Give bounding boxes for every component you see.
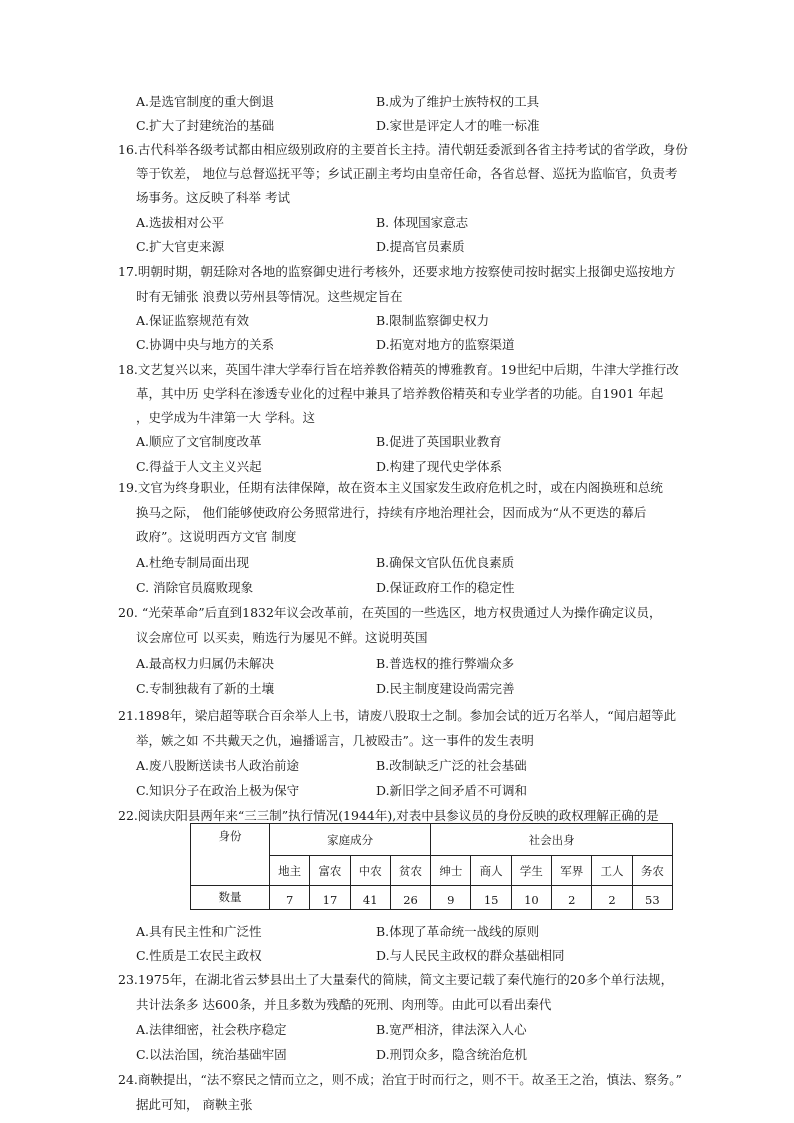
q17-option-c: C.协调中央与地方的关系 [136, 337, 275, 352]
q16-stem-line-3: 场事务。这反映了科举 考试 [136, 190, 290, 205]
q22-option-d: D.与人民民主政权的群众基础相同 [376, 948, 565, 963]
q18-stem-line-2: 革，其中历 史学科在渗透专业化的过程中兼具了培养教俗精英和专业学者的功能。自1901 年起 [136, 386, 664, 401]
q19-stem-line-2: 换马之际， 他们能够使政府公务照常进行，持续有序地治理社会，因而成为“从不更迭的幕后 [136, 505, 647, 520]
table-cell: 9 [431, 886, 471, 910]
q17-option-b: B.限制监察御史权力 [376, 313, 490, 328]
q16-option-b: B. 体现国家意志 [376, 215, 469, 230]
q16-option-a: A.选拔相对公平 [136, 215, 225, 230]
q16-stem-line-2: 等于钦差， 地位与总督巡抚平等；乡试正副主考均由皇帝任命，各省总督、巡抚为监临官，负责考 [136, 166, 678, 181]
table-col-header: 军界 [552, 856, 592, 886]
q20-option-c: C.专制独裁有了新的土壤 [136, 681, 275, 696]
table-col-header: 富农 [310, 856, 350, 886]
q22-option-c: C.性质是工农民主政权 [136, 948, 262, 963]
table-col-header: 工人 [592, 856, 632, 886]
q23-option-d: D.刑罚众多，隐含统治危机 [376, 1047, 528, 1062]
q16-option-d: D.提高官员素质 [376, 239, 465, 254]
table-col-header: 务农 [632, 856, 672, 886]
q21-option-b: B.改制缺乏广泛的社会基础 [376, 758, 527, 773]
q21-stem-line-1: 21.1898年，梁启超等联合百余举人上书，请废八股取士之制。参加会试的近万名举人，“闻启超等此 [118, 708, 677, 723]
q19-option-d: D.保证政府工作的稳定性 [376, 580, 515, 595]
q22-stem-line-1: 22.阅读庆阳县两年来“三三制”执行情况(1944年),对表中县参议员的身份反映的政权理解正确的是 [118, 808, 659, 823]
q21-option-a: A.废八股断送读书人政治前途 [136, 758, 300, 773]
q23-stem-line-2: 共计法条多 达600条，并且多数为残酷的死刑、肉刑等。由此可以看出秦代 [136, 997, 552, 1012]
q20-option-a: A.最高权力归属仍未解决 [136, 656, 275, 671]
q19-stem-line-3: 政府”。这说明西方文官 制度 [136, 529, 297, 544]
table-count-label: 数量 [191, 886, 270, 910]
q18-option-d: D.构建了现代史学体系 [376, 459, 503, 474]
q16-option-c: C.扩大官吏来源 [136, 239, 225, 254]
q19-stem-line-1: 19.文官为终身职业，任期有法律保障，故在资本主义国家发生政府危机之时，或在内阁换班和总统 [118, 480, 663, 495]
table-row-header: 身份 [191, 824, 270, 886]
q16-stem-line-1: 16.古代科举各级考试都由相应级别政府的主要首长主持。清代朝廷委派到各省主持考试的省学政，身份 [118, 142, 688, 157]
q20-stem-line-2: 议会席位可 以买卖，贿选行为屡见不鲜。这说明英国 [136, 630, 428, 645]
table-cell: 17 [310, 886, 350, 910]
q24-stem-line-1: 24.商鞅提出，“法不察民之情而立之，则不成；治宜于时而行之，则不干。故圣王之治，慎法、察务。” [118, 1072, 682, 1087]
q20-stem-line-1: 20. “光荣革命”后直到1832年议会改革前，在英国的一些选区，地方权贵通过人为操作确定议员， [118, 605, 662, 620]
q17-option-d: D.拓宽对地方的监察渠道 [376, 337, 515, 352]
q19-option-a: A.杜绝专制局面出现 [136, 555, 250, 570]
q24-stem-line-2: 据此可知， 商鞅主张 [136, 1097, 253, 1112]
q15-option-b: B.成为了维护士族特权的工具 [376, 94, 540, 109]
table-col-header: 贫农 [390, 856, 430, 886]
table-cell: 2 [552, 886, 592, 910]
q20-option-d: D.民主制度建设尚需完善 [376, 681, 515, 696]
q22-option-b: B.体现了革命统一战线的原则 [376, 924, 540, 939]
table-cell: 41 [350, 886, 390, 910]
q18-option-a: A.顺应了文官制度改革 [136, 434, 262, 449]
table-col-header: 学生 [511, 856, 551, 886]
q17-stem-line-2: 时有无铺张 浪费以劳州县等情况。这些规定旨在 [136, 289, 403, 304]
q23-stem-line-1: 23.1975年，在湖北省云梦县出土了大量秦代的简牍，简文主要记载了秦代施行的20多个单行法规， [118, 972, 674, 987]
q18-stem-line-3: ，史学成为牛津第一大 学科。这 [136, 410, 315, 425]
table-col-header: 中农 [350, 856, 390, 886]
q18-option-c: C.得益于人文主义兴起 [136, 459, 262, 474]
q23-option-b: B.宽严相济，律法深入人心 [376, 1022, 527, 1037]
table-group-family: 家庭成分 [270, 824, 431, 856]
table-cell: 26 [390, 886, 430, 910]
q21-option-d: D.新旧学之间矛盾不可调和 [376, 783, 528, 798]
q21-stem-line-2: 举，嫉之如 不共戴天之仇，遍播谣言，几被殴击”。这一事件的发生表明 [136, 733, 534, 748]
table-col-header: 绅士 [431, 856, 471, 886]
q17-option-a: A.保证监察规范有效 [136, 313, 250, 328]
table-col-header: 商人 [471, 856, 511, 886]
q19-option-b: B.确保文官队伍优良素质 [376, 555, 515, 570]
q22-option-a: A.具有民主性和广泛性 [136, 924, 262, 939]
q15-option-c: C.扩大了封建统治的基础 [136, 118, 275, 133]
q17-stem-line-1: 17.明朝时期，朝廷除对各地的监察御史进行考核外，还要求地方按察使司按时据实上报御史巡按地方 [118, 264, 676, 279]
table-cell: 53 [632, 886, 672, 910]
table-cell: 10 [511, 886, 551, 910]
q19-option-c: C. 消除官员腐败现象 [136, 580, 254, 595]
q21-option-c: C.知识分子在政治上极为保守 [136, 783, 300, 798]
q18-option-b: B.促进了英国职业教育 [376, 434, 502, 449]
table-cell: 2 [592, 886, 632, 910]
q20-option-b: B.普选权的推行弊端众多 [376, 656, 515, 671]
table-cell: 15 [471, 886, 511, 910]
table-group-social: 社会出身 [431, 824, 673, 856]
q23-option-a: A.法律细密，社会秩序稳定 [136, 1022, 287, 1037]
q23-option-c: C.以法治国，统治基础牢固 [136, 1047, 287, 1062]
q15-option-a: A.是选官制度的重大倒退 [136, 94, 275, 109]
q15-option-d: D.家世是评定人才的唯一标准 [376, 118, 540, 133]
table-col-header: 地主 [270, 856, 310, 886]
q22-table [190, 823, 673, 910]
q18-stem-line-1: 18.文艺复兴以来，英国牛津大学奉行旨在培养教俗精英的博雅教育。19世纪中后期，牛津大学推行改 [118, 362, 679, 377]
table-cell: 7 [270, 886, 310, 910]
